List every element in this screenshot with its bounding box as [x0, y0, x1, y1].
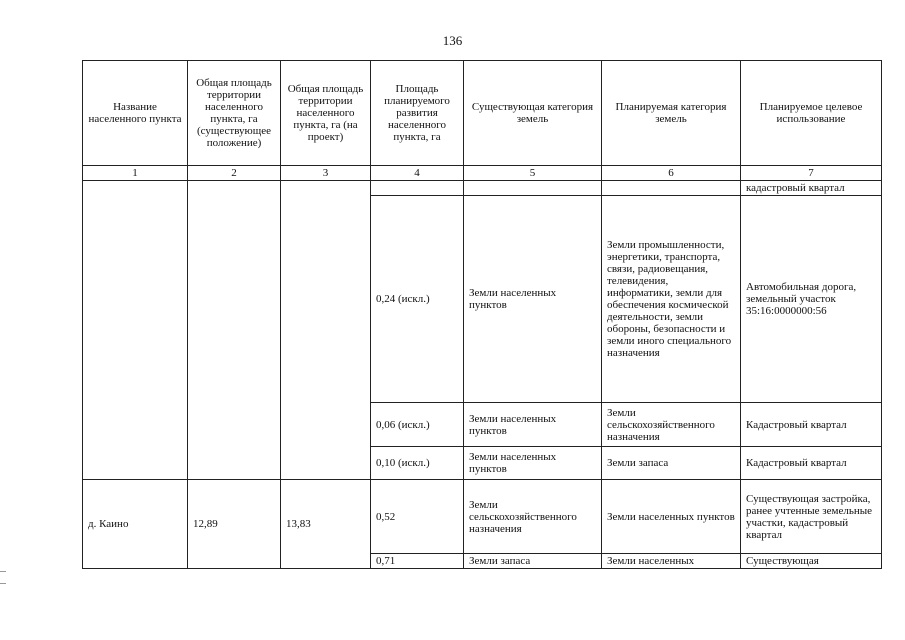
- table-cell: [281, 181, 371, 480]
- header-planned-category: Планируемая категория земель: [602, 61, 741, 166]
- table-cell: Земли населенных пунктов: [464, 403, 602, 447]
- table-cell: Существующая застройка, ранее учтенные земельные участки, кадастровый квартал: [741, 480, 882, 554]
- column-number: 4: [371, 166, 464, 181]
- header-settlement-name: Название населенного пункта: [83, 61, 188, 166]
- table-cell: Земли населенных пунктов: [464, 447, 602, 480]
- table-row: [83, 480, 882, 554]
- table-cell: Существующая: [741, 554, 882, 569]
- table-cell: Земли сельскохозяйственного назначения: [464, 480, 602, 554]
- column-number: 5: [464, 166, 602, 181]
- table-cell: [371, 181, 464, 196]
- column-number: 3: [281, 166, 371, 181]
- table-cell: [83, 181, 188, 480]
- area-project: 13,83: [281, 480, 371, 569]
- table-row: [83, 181, 882, 196]
- table-cell: Земли населенных пунктов: [602, 480, 741, 554]
- column-number: 7: [741, 166, 882, 181]
- table-cell: [464, 181, 602, 196]
- table-cell: 0,24 (искл.): [371, 196, 464, 403]
- column-number: 2: [188, 166, 281, 181]
- table-cell: Кадастровый квартал: [741, 403, 882, 447]
- table-cell: [602, 181, 741, 196]
- settlement-name: д. Каино: [83, 480, 188, 569]
- column-number-row: [83, 166, 882, 181]
- table-cell: Земли промышленности, энергетики, транспорта, связи, радиовещания, телевидения, информатики, земли для обеспечения космической деятельности, земли обороны, безопасности и земли иного специального назначения: [602, 196, 741, 403]
- table-cell: 0,71: [371, 554, 464, 569]
- scan-edge-mark: [0, 583, 6, 584]
- column-number: 1: [83, 166, 188, 181]
- land-category-table: [82, 60, 882, 569]
- table-cell: Автомобильная дорога, земельный участок 35:16:0000000:56: [741, 196, 882, 403]
- header-row: [83, 61, 882, 166]
- table-cell: Земли населенных: [602, 554, 741, 569]
- header-area-project: Общая площадь территории населенного пункта, га (на проект): [281, 61, 371, 166]
- table-cell: 0,52: [371, 480, 464, 554]
- column-number: 6: [602, 166, 741, 181]
- header-existing-category: Существующая категория земель: [464, 61, 602, 166]
- table-cell: 0,06 (искл.): [371, 403, 464, 447]
- header-planned-use: Планируемое целевое использование: [741, 61, 882, 166]
- page-number: 136: [442, 33, 463, 48]
- area-existing: 12,89: [188, 480, 281, 569]
- table-cell: [188, 181, 281, 480]
- header-planned-development-area: Площадь планируемого развития населенного пункта, га: [371, 61, 464, 166]
- table-cell: Кадастровый квартал: [741, 447, 882, 480]
- table-cell: Земли запаса: [464, 554, 602, 569]
- table-cell: кадастровый квартал: [741, 181, 882, 196]
- header-area-existing: Общая площадь территории населенного пункта, га (существующее положение): [188, 61, 281, 166]
- table-cell: Земли сельскохозяйственного назначения: [602, 403, 741, 447]
- table-cell: Земли населенных пунктов: [464, 196, 602, 403]
- scan-edge-mark: [0, 571, 6, 572]
- table-cell: 0,10 (искл.): [371, 447, 464, 480]
- table-cell: Земли запаса: [602, 447, 741, 480]
